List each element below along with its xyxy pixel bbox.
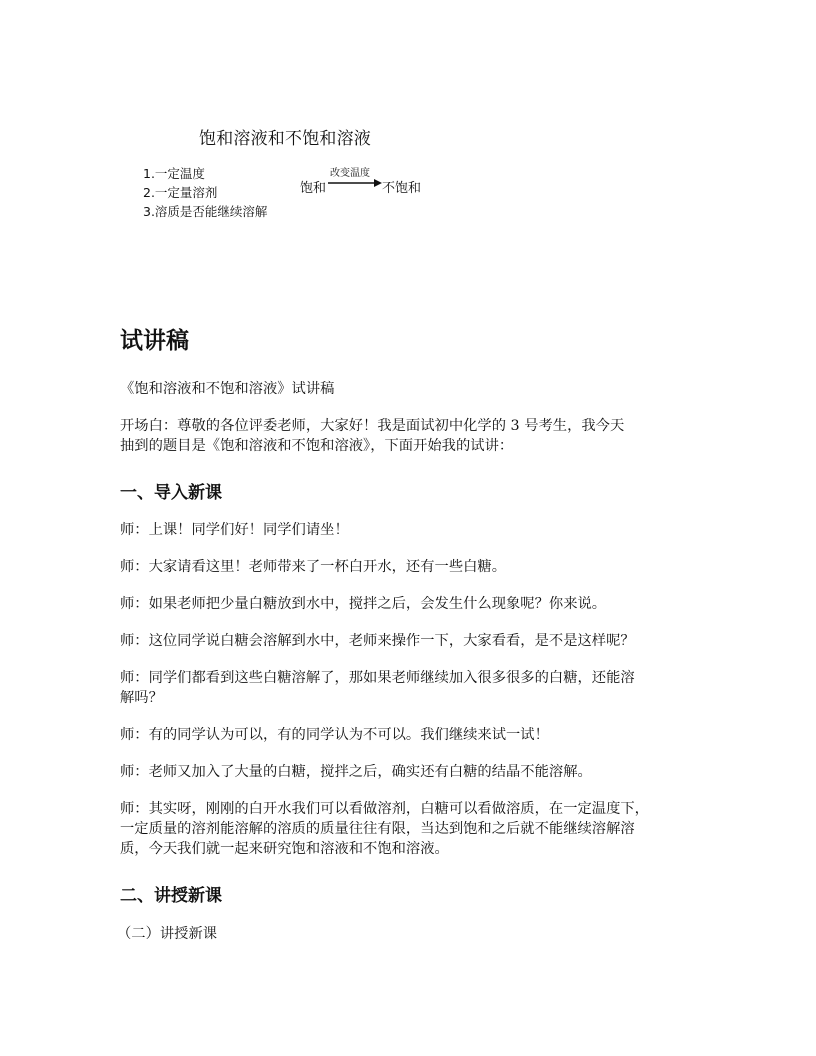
paragraph-4: 师：这位同学说白糖会溶解到水中，老师来操作一下，大家看看，是不是这样呢？ <box>120 633 635 649</box>
arrow-condition-label: 改变温度 <box>330 168 370 179</box>
section-heading-1: 一、导入新课 <box>120 483 222 503</box>
document-subtitle: 《饱和溶液和不饱和溶液》试讲稿 <box>120 381 335 397</box>
subsection-heading: （二）讲授新课 <box>117 926 218 942</box>
board-item-1: 1.一定温度 <box>143 166 205 181</box>
paragraph-8-line-3: 质，今天我们就一起来研究饱和溶液和不饱和溶液。 <box>120 841 449 857</box>
paragraph-8-line-2: 一定质量的溶剂能溶解的溶质的质量往往有限，当达到饱和之后就不能继续溶解溶 <box>120 821 635 837</box>
section-heading-2: 二、讲授新课 <box>120 886 222 906</box>
opening-line-1: 开场白：尊敬的各位评委老师，大家好！我是面试初中化学的 3 号考生，我今天 <box>120 418 625 434</box>
opening-line-2: 抽到的题目是《饱和溶液和不饱和溶液》，下面开始我的试讲： <box>120 438 514 454</box>
paragraph-1: 师：上课！同学们好！同学们请坐！ <box>120 522 349 538</box>
arrow-to-label: 不饱和 <box>382 181 422 196</box>
paragraph-5-line-2: 解吗？ <box>120 690 163 706</box>
paragraph-2: 师：大家请看这里！老师带来了一杯白开水，还有一些白糖。 <box>120 559 507 575</box>
arrow-from-label: 饱和 <box>300 181 327 196</box>
document-title: 试讲稿 <box>120 328 189 354</box>
board-item-2: 2.一定量溶剂 <box>143 185 218 200</box>
board-item-3: 3.溶质是否能继续溶解 <box>143 204 268 219</box>
paragraph-7: 师：老师又加入了大量的白糖，搅拌之后，确实还有白糖的结晶不能溶解。 <box>120 764 592 780</box>
paragraph-6: 师：有的同学认为可以，有的同学认为不可以。我们继续来试一试！ <box>120 727 549 743</box>
paragraph-5-line-1: 师：同学们都看到这些白糖溶解了，那如果老师继续加入很多很多的白糖，还能溶 <box>120 670 635 686</box>
board-title: 饱和溶液和不饱和溶液 <box>199 129 371 149</box>
paragraph-3: 师：如果老师把少量白糖放到水中，搅拌之后，会发生什么现象呢？你来说。 <box>120 596 607 612</box>
paragraph-8-line-1: 师：其实呀，刚刚的白开水我们可以看做溶剂，白糖可以看做溶质，在一定温度下， <box>120 801 649 817</box>
right-arrow-icon <box>327 178 383 188</box>
